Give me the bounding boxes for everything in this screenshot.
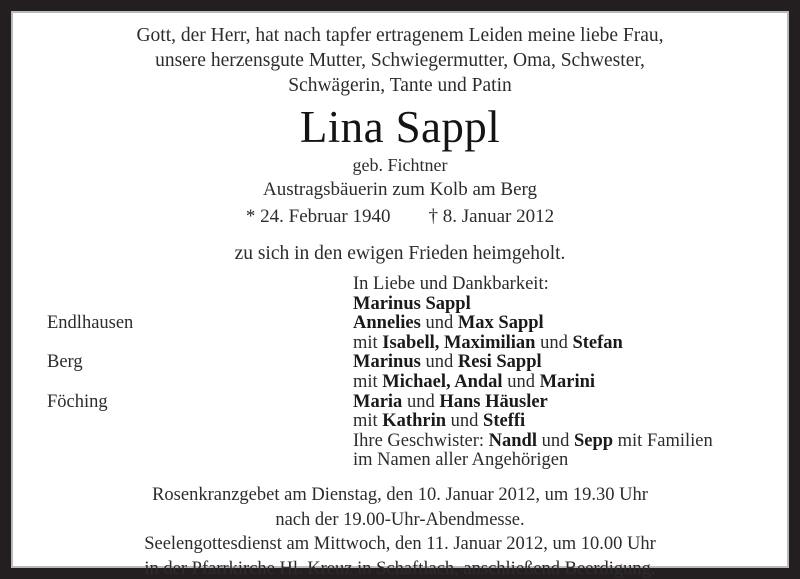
mourner-name: Hans Häusler <box>439 391 548 412</box>
deceased-dates <box>13 204 787 230</box>
obituary-inner-frame <box>11 11 789 579</box>
deceased-maiden-name: geb. Fichtner <box>352 155 448 175</box>
mourner-connector: und <box>420 313 458 334</box>
mourner-names <box>353 393 548 413</box>
mourner-connector: und <box>536 430 574 451</box>
mourner-name: Nandl <box>488 430 537 451</box>
mourner-connector: und <box>402 391 440 412</box>
mourner-row <box>13 373 787 393</box>
mourner-connector: und <box>420 352 458 373</box>
deceased-role: Austragsbäuerin zum Kolb am Berg <box>262 179 538 200</box>
mourner-connector: und <box>446 411 484 432</box>
deceased-name-block <box>13 101 787 230</box>
mourner-connector: Ihre Geschwister: <box>353 430 489 451</box>
birth-date: * 24. Februar 1940 <box>245 206 391 227</box>
mourner-row <box>13 412 787 432</box>
mourner-row <box>13 353 787 373</box>
mourner-names <box>353 275 549 295</box>
mourner-name: Isabell, Maximilian <box>382 332 536 353</box>
mourner-connector: mit <box>353 411 383 432</box>
mourner-name: Max Sappl <box>457 313 544 334</box>
mourner-place: Endlhausen <box>47 313 134 334</box>
mourners-block <box>13 275 787 475</box>
intro-line-1: Gott, der Herr, hat nach tapfer ertragenem Leiden meine liebe Frau, <box>136 25 664 46</box>
mourner-names <box>353 432 713 452</box>
mourner-name: Maria <box>353 391 403 412</box>
mourner-connector: mit Familien <box>613 430 713 451</box>
mourner-row <box>13 451 787 471</box>
mourner-row <box>13 432 787 452</box>
mourner-row <box>13 275 787 295</box>
intro-line-2: unsere herzensgute Mutter, Schwiegermutter, Oma, Schwester, <box>155 50 645 71</box>
intro-line-3: Schwägerin, Tante und Patin <box>288 75 512 96</box>
mourner-place: Berg <box>47 352 83 373</box>
mourner-connector: mit <box>353 371 383 392</box>
mourner-names <box>353 412 525 432</box>
mourner-name: Stefan <box>572 332 623 353</box>
services-block <box>13 483 787 579</box>
mourner-name: Marinus Sappl <box>353 293 471 314</box>
mourner-row <box>13 334 787 354</box>
mourner-connector: In Liebe und Dankbarkeit: <box>353 274 549 294</box>
mourner-name: Michael, Andal <box>382 371 503 392</box>
obituary-sheet <box>13 13 787 579</box>
mourner-row <box>13 295 787 315</box>
mourner-name: Steffi <box>483 411 526 432</box>
service-line-2: nach der 19.00-Uhr-Abendmesse. <box>275 509 525 530</box>
mourner-row <box>13 314 787 334</box>
death-date: † 8. Januar 2012 <box>428 206 555 227</box>
mourner-connector: im Namen aller Angehörigen <box>353 450 569 471</box>
mourner-names <box>353 314 544 334</box>
mourner-names <box>353 353 542 373</box>
mourner-name: Resi Sappl <box>457 352 542 373</box>
mourner-names <box>353 334 623 354</box>
mourner-connector: und <box>502 371 540 392</box>
service-line-4: in der Pfarrkirche Hl. Kreuz in Schaftlach, anschließend Beerdigung. <box>144 558 656 579</box>
mourner-connector: und <box>535 332 573 353</box>
mourner-name: Marini <box>539 371 596 392</box>
mourner-row <box>13 393 787 413</box>
peace-line: zu sich in den ewigen Frieden heimgeholt. <box>234 243 566 264</box>
service-line-3: Seelengottesdienst am Mittwoch, den 11. Januar 2012, um 10.00 Uhr <box>144 534 656 554</box>
mourner-names <box>353 451 568 471</box>
mourner-place: Föching <box>47 391 108 412</box>
mourner-name: Marinus <box>353 352 421 373</box>
mourner-name: Annelies <box>353 313 421 334</box>
mourner-names <box>353 373 595 393</box>
service-line-1: Rosenkranzgebet am Dienstag, den 10. Januar 2012, um 19.30 Uhr <box>152 485 648 505</box>
mourner-names <box>353 295 471 315</box>
mourner-name: Kathrin <box>382 411 447 432</box>
mourner-name: Sepp <box>573 430 614 451</box>
mourner-connector: mit <box>353 332 383 353</box>
deceased-name: Lina Sappl <box>299 102 501 152</box>
intro-block <box>13 23 787 98</box>
